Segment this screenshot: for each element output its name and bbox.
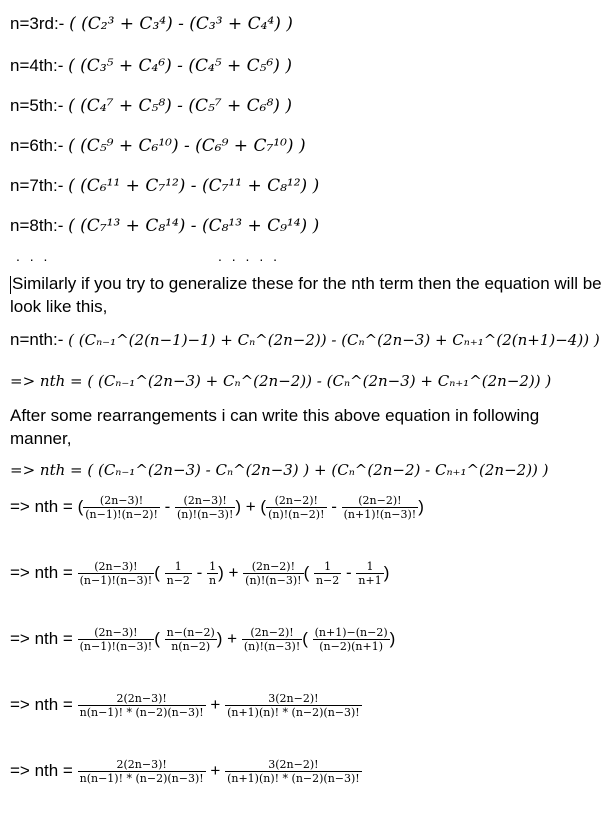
line-formula: ( (C₂³ + C₃⁴) - (C₃³ + C₄⁴) ) [69, 14, 293, 34]
equation-4: => nth = $\frac{(2n-3)!}{(n-1)!(n-3)!}$ ( $\frac{1}{n-2}$ - $\frac{1}{n}$ ) + $\frac{(2n-2)!}{(n)!(n-3)!}$ ( $\frac{1}{n-2}$ - $\frac{1}{n+1}$ ) [10, 560, 390, 587]
line-label: n=8th:- [10, 216, 64, 235]
fraction: $\frac{(2n-2)!}{(n)!(n-3)!}$ [245, 560, 302, 587]
fraction: $\frac{(2n-2)!}{(n)!(n-3)!}$ [243, 626, 301, 653]
fraction: $\frac{1}{n}$ [209, 560, 217, 587]
fraction: $\frac{(2n-2)!}{(n)!(n-2)!}$ [268, 494, 325, 521]
equation-prefix: => nth = [10, 562, 73, 582]
line-n3 [10, 14, 293, 34]
equation-5: => nth = $\frac{(2n-3)!}{(n-1)!(n-3)!}$ ( $\frac{n-(n-2)}{n(n-2)}$ ) + $\frac{(2n-2)!}{(n)!(n-3)!}$ ( $\frac{(n+1)-(n-2)}{(n-2)(n+1)}$ ) [10, 626, 396, 653]
ellipsis-right: . . . . . [218, 248, 281, 264]
paragraph-rearrange: After some rearrangements i can write this above equation in following manner, [10, 406, 540, 448]
equation-3: => nth = ( $\frac{(2n-3)!}{(n-1)!(n-2)!}$ - $\frac{(2n-3)!}{(n)!(n-3)!}$ ) + ( $\frac{(2n-2)!}{(n)!(n-2)!}$ - $\frac{(2n-2)!}{(n+1)!(n-3)!}$ ) [10, 494, 424, 521]
fraction: $\frac{(2n-3)!}{(n-1)!(n-3)!}$ [79, 626, 153, 653]
paragraph-text: Similarly if you try to generalize these for the nth term then the equation will be look like this, [10, 274, 602, 316]
line-label: n=3rd:- [10, 14, 65, 33]
ellipsis-left: . . . [16, 248, 51, 264]
line-n6 [10, 136, 306, 156]
fraction: $\frac{1}{n-2}$ [166, 560, 190, 587]
line-n8 [10, 216, 319, 236]
fraction: $\frac{(n+1)-(n-2)}{(n-2)(n+1)}$ [314, 626, 388, 653]
line-formula: ( (C₄⁷ + C₅⁸) - (C₅⁷ + C₆⁸) ) [68, 96, 292, 116]
equation-6: => nth = $\frac{2(2n-3)!}{n(n-1)! * (n-2)(n-3)!}$ + $\frac{3(2n-2)!}{(n+1)(n)! * (n-2)(n-3)!}$ [10, 692, 360, 719]
fraction: $\frac{3(2n-2)!}{(n+1)(n)! * (n-2)(n-3)!}$ [227, 758, 360, 785]
line-label: n=4th:- [10, 56, 64, 75]
fraction: $\frac{1}{n-2}$ [315, 560, 340, 587]
equation-7: => nth = $\frac{2(2n-3)!}{n(n-1)! * (n-2)(n-3)!}$ + $\frac{3(2n-2)!}{(n+1)(n)! * (n-2)(n-3)!}$ [10, 758, 360, 785]
fraction: $\frac{1}{n+1}$ [358, 560, 382, 587]
fraction: $\frac{(2n-3)!}{(n)!(n-3)!}$ [176, 494, 234, 521]
equation-2: => nth = ( (Cₙ₋₁^(2n−3) - Cₙ^(2n−3) ) + (Cₙ^(2n−2) - Cₙ₊₁^(2n−2)) ) [10, 461, 549, 479]
fraction: $\frac{n-(n-2)}{n(n-2)}$ [166, 626, 215, 653]
fraction: $\frac{2(2n-3)!}{n(n-1)! * (n-2)(n-3)!}$ [79, 758, 204, 785]
equation-prefix: => nth = [10, 694, 73, 714]
line-nth [10, 330, 600, 350]
fraction: $\frac{2(2n-3)!}{n(n-1)! * (n-2)(n-3)!}$ [79, 692, 204, 719]
paragraph-generalize [10, 272, 605, 318]
line-n7 [10, 176, 319, 196]
equation-1: => nth = ( (Cₙ₋₁^(2n−3) + Cₙ^(2n−2)) - (Cₙ^(2n−3) + Cₙ₊₁^(2n−2)) ) [10, 372, 552, 390]
line-formula: ( (C₇¹³ + C₈¹⁴) - (C₈¹³ + C₉¹⁴) ) [68, 216, 320, 236]
equation-prefix: => nth = [10, 628, 73, 648]
line-n5 [10, 96, 292, 116]
line-label: n=5th:- [10, 96, 64, 115]
fraction: $\frac{(2n-3)!}{(n-1)!(n-3)!}$ [79, 560, 153, 587]
line-n4 [10, 56, 292, 76]
equation-prefix: => nth = [10, 496, 73, 516]
fraction: $\frac{3(2n-2)!}{(n+1)(n)! * (n-2)(n-3)!}$ [227, 692, 360, 719]
line-label: n=7th:- [10, 176, 64, 195]
line-formula: ( (C₅⁹ + C₆¹⁰) - (C₆⁹ + C₇¹⁰) ) [68, 136, 306, 156]
line-formula: ( (C₃⁵ + C₄⁶) - (C₄⁵ + C₅⁶) ) [68, 56, 292, 76]
equation-prefix: => nth = [10, 760, 73, 780]
fraction: $\frac{(2n-3)!}{(n-1)!(n-2)!}$ [85, 494, 158, 521]
text-cursor [10, 276, 11, 294]
line-formula: ( (C₆¹¹ + C₇¹²) - (C₇¹¹ + C₈¹²) ) [68, 176, 320, 196]
line-formula: ( (Cₙ₋₁^(2(n−1)−1) + Cₙ^(2n−2)) - (Cₙ^(2n−3) + Cₙ₊₁^(2(n+1)−4)) ) [68, 331, 600, 349]
line-label: n=nth:- [10, 330, 64, 349]
fraction: $\frac{(2n-2)!}{(n+1)!(n-3)!}$ [343, 494, 417, 521]
line-label: n=6th:- [10, 136, 64, 155]
